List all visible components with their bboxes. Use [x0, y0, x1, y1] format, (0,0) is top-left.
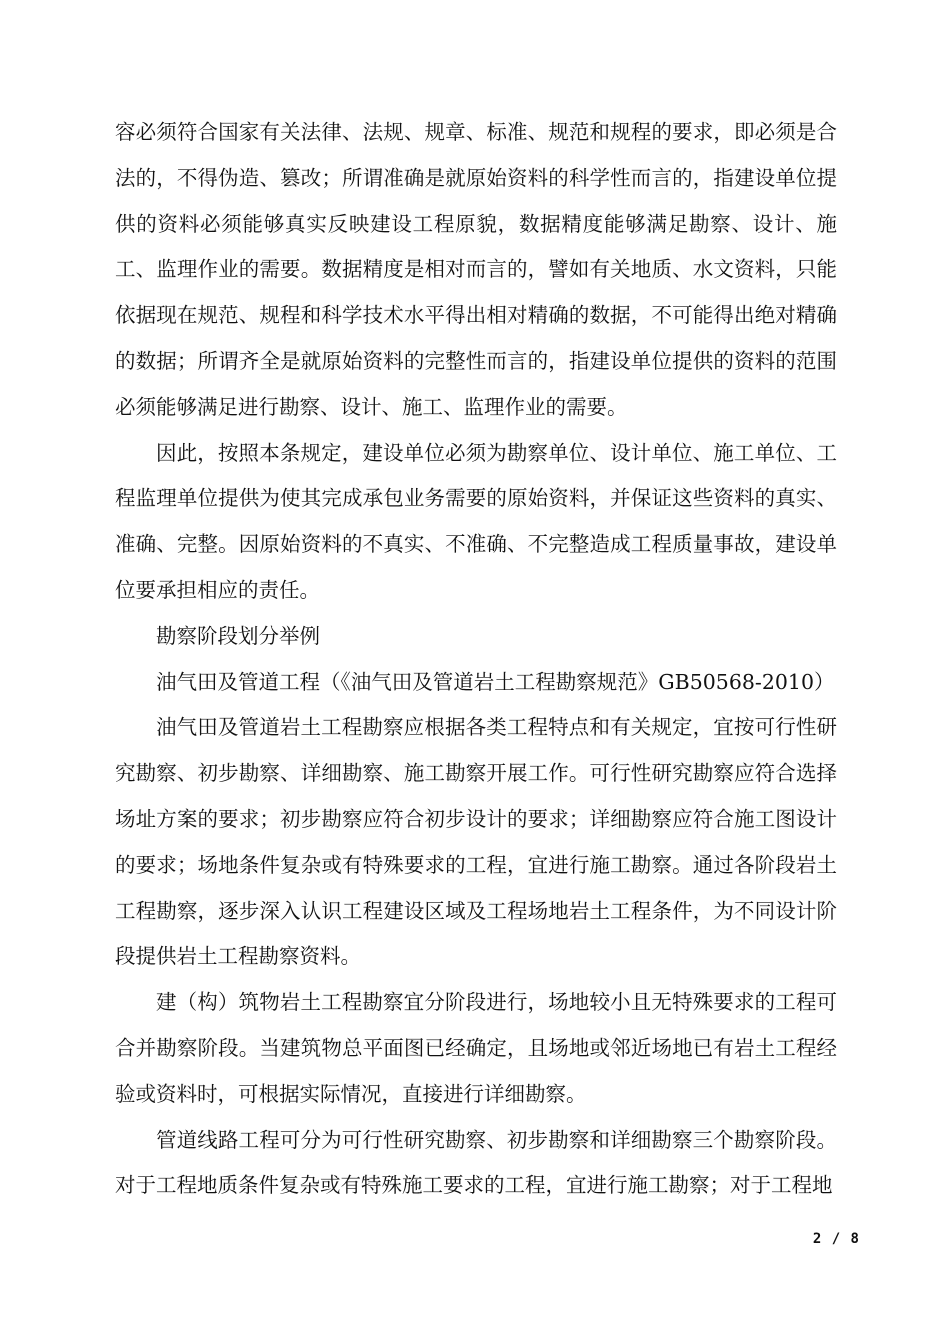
- paragraph-5: 油气田及管道岩土工程勘察应根据各类工程特点和有关规定，宜按可行性研究勘察、初步勘察、详细勘察、施工勘察开展工作。可行性研究勘察应符合选择场址方案的要求；初步勘察应符合初步设计的要求；详细勘察应符合施工图设计的要求；场地条件复杂或有特殊要求的工程，宜进行施工勘察。通过各阶段岩土工程勘察，逐步深入认识工程建设区域及工程场地岩土工程条件，为不同设计阶段提供岩土工程勘察资料。: [115, 715, 837, 969]
- document-body: [115, 110, 837, 1209]
- paragraph-2: 因此，按照本条规定，建设单位必须为勘察单位、设计单位、施工单位、工程监理单位提供为使其完成承包业务需要的原始资料，并保证这些资料的真实、准确、完整。因原始资料的不真实、不准确、不完整造成工程质量事故，建设单位要承担相应的责任。: [115, 440, 837, 602]
- paragraph-6: 建（构）筑物岩土工程勘察宜分阶段进行，场地较小且无特殊要求的工程可合并勘察阶段。当建筑物总平面图已经确定，且场地或邻近场地已有岩土工程经验或资料时，可根据实际情况，直接进行详细勘察。: [115, 990, 837, 1106]
- paragraph-7: 管道线路工程可分为可行性研究勘察、初步勘察和详细勘察三个勘察阶段。对于工程地质条件复杂或有特殊施工要求的工程，宜进行施工勘察；对于工程地: [115, 1127, 837, 1198]
- paragraph-3-heading: 勘察阶段划分举例: [156, 623, 320, 648]
- page-number: 2 / 8: [812, 1231, 860, 1247]
- paragraph-1: 容必须符合国家有关法律、法规、规章、标准、规范和规程的要求，即必须是合法的，不得伪造、篡改；所谓准确是就原始资料的科学性而言的，指建设单位提供的资料必须能够真实反映建设工程原貌，数据精度能够满足勘察、设计、施工、监理作业的需要。数据精度是相对而言的，譬如有关地质、水文资料，只能依据现在规范、规程和科学技术水平得出相对精确的数据，不可能得出绝对精确的数据；所谓齐全是就原始资料的完整性而言的，指建设单位提供的资料的范围必须能够满足进行勘察、设计、施工、监理作业的需要。: [115, 120, 837, 419]
- paragraph-4-subheading: 油气田及管道工程（《油气田及管道岩土工程勘察规范》GB50568-2010）: [156, 669, 835, 694]
